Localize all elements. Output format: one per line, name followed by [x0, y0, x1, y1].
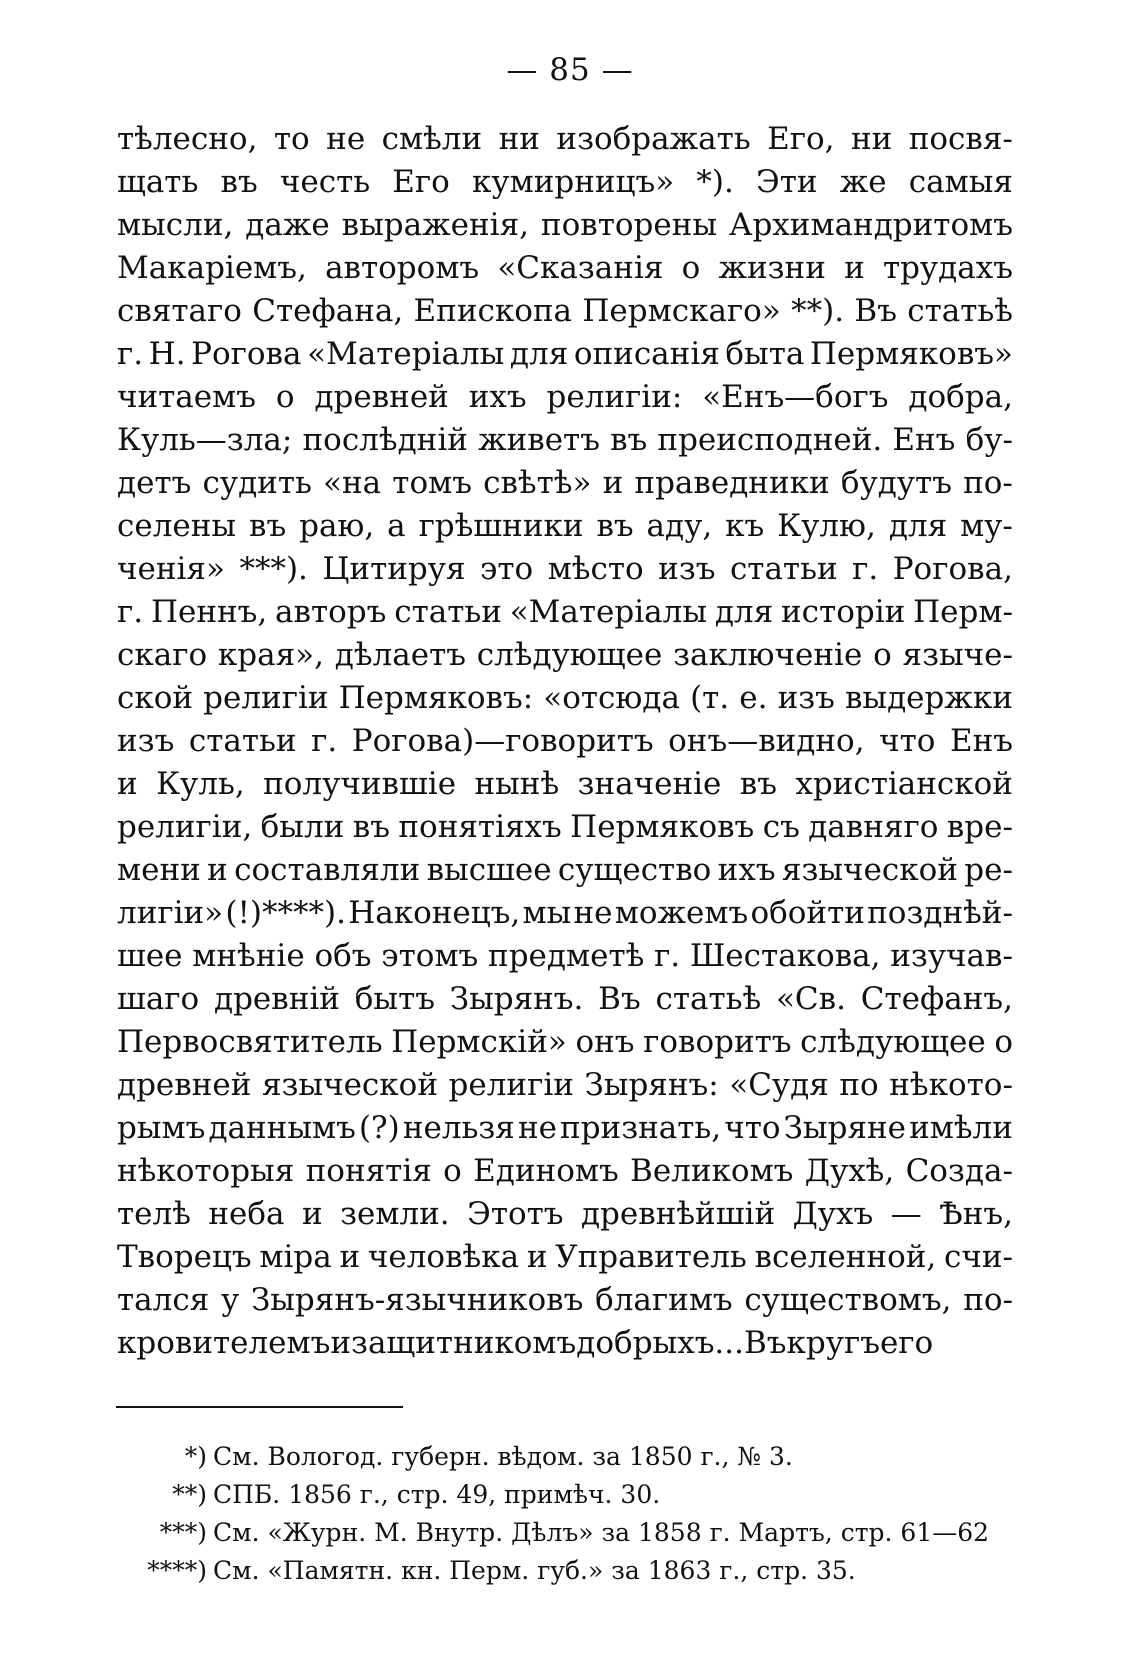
word: свѣтѣ»	[483, 465, 592, 501]
footnote	[0, 1552, 1140, 1590]
word: Перм-	[913, 594, 1013, 630]
word: земли.	[340, 1196, 450, 1232]
word: ни	[850, 121, 893, 157]
word: тался	[117, 1282, 210, 1318]
text-line	[117, 333, 1013, 376]
word: Управитель	[555, 1239, 747, 1275]
word: слѣдующее	[476, 637, 663, 673]
word: защитникомъ	[351, 1325, 577, 1361]
word: ихъ	[717, 852, 776, 888]
word: имѣли	[909, 1110, 1013, 1146]
word: существо	[557, 852, 712, 888]
word: детъ	[117, 465, 192, 501]
word: посвя-	[908, 121, 1013, 157]
word: святаго	[117, 293, 242, 329]
word: статьи	[188, 723, 297, 759]
text-line	[117, 763, 1013, 806]
word: (т.	[690, 680, 730, 716]
word: этомъ	[381, 938, 479, 974]
word: Пеннъ,	[150, 594, 268, 630]
word: **).	[791, 293, 845, 329]
word: что	[724, 1110, 781, 1146]
word: Куль—зла;	[117, 422, 293, 458]
text-line	[117, 505, 1013, 548]
word: статьи	[394, 594, 502, 630]
word: существомъ,	[744, 1282, 952, 1318]
word: изъ	[658, 551, 716, 587]
word: не	[573, 895, 613, 931]
word: Рогова	[191, 336, 302, 372]
word: получившіе	[263, 766, 457, 802]
word: въ	[220, 164, 258, 200]
word: повторены	[540, 207, 718, 243]
footnote-text: СПБ. 1856 г., стр. 49, примѣч. 30.	[213, 1480, 661, 1509]
word: телѣ	[117, 1196, 191, 1232]
word: вре-	[946, 809, 1013, 845]
word: въ	[352, 809, 390, 845]
word: статьѣ	[655, 981, 762, 1017]
word: то	[273, 121, 310, 157]
word: исторіи	[781, 594, 906, 630]
word: дѣлаетъ	[334, 637, 466, 673]
text-line	[117, 1236, 1013, 1279]
text-line	[117, 978, 1013, 1021]
word: нѣкоторыя	[117, 1153, 295, 1189]
word: изучав-	[890, 938, 1013, 974]
word: будутъ	[840, 465, 952, 501]
footnote-mark: ***)	[159, 1518, 207, 1547]
text-line	[117, 1021, 1013, 1064]
word: Наконецъ,	[348, 895, 521, 931]
word: были	[260, 809, 345, 845]
word: о	[275, 379, 295, 415]
text-line	[117, 634, 1013, 677]
word: религіи:	[546, 379, 683, 415]
word: не	[517, 1110, 557, 1146]
word: тѣлесно,	[117, 121, 258, 157]
text-line	[117, 290, 1013, 333]
word: же	[839, 164, 887, 200]
word: съ	[762, 809, 800, 845]
word: и	[330, 1325, 352, 1361]
word: для	[509, 336, 569, 372]
word: шаго	[117, 981, 200, 1017]
word: христіанской	[795, 766, 1013, 802]
word: и	[339, 1239, 361, 1275]
word: «Енъ—богъ	[702, 379, 889, 415]
word: Эти	[755, 164, 818, 200]
word: живетъ	[478, 422, 600, 458]
word: Зырянъ:	[584, 1067, 719, 1103]
text-line	[117, 419, 1013, 462]
word: кумирницъ»	[472, 164, 675, 200]
footnote-text: См. «Журн. М. Внутр. Дѣлъ» за 1858 г. Мартъ, стр. 61—62	[213, 1518, 990, 1547]
word: и	[602, 465, 624, 501]
word: Зыряне	[783, 1110, 907, 1146]
word: Единомъ	[473, 1153, 619, 1189]
text-line	[117, 1279, 1013, 1322]
text-line	[117, 1193, 1013, 1236]
word: Н.	[148, 336, 186, 372]
word: религіи	[448, 1067, 574, 1103]
text-line	[117, 1107, 1013, 1150]
word: е.	[739, 680, 768, 716]
word: и	[207, 852, 228, 888]
word: кровителемъ	[117, 1325, 331, 1361]
word: у	[220, 1282, 240, 1318]
word: древней	[314, 379, 449, 415]
word: ***).	[239, 551, 308, 587]
footnotes	[0, 1438, 1140, 1590]
word: давняго	[808, 809, 939, 845]
word: Этотъ	[467, 1196, 564, 1232]
word: по-	[963, 1282, 1013, 1318]
word: скаго	[117, 637, 208, 673]
word: и	[526, 1239, 548, 1275]
word: Духѣ,	[804, 1153, 895, 1189]
footnote	[0, 1438, 1140, 1476]
word: мысли,	[117, 207, 234, 243]
word: вселенной,	[754, 1239, 937, 1275]
word: добра,	[908, 379, 1013, 415]
word: описанія	[573, 336, 720, 372]
text-line	[117, 161, 1013, 204]
word: Куль,	[156, 766, 245, 802]
word: понятія	[305, 1153, 432, 1189]
word: по-	[963, 465, 1013, 501]
word: языче-	[902, 637, 1013, 673]
word: его	[879, 1325, 934, 1361]
word: раю,	[299, 508, 375, 544]
word: Енъ	[892, 422, 956, 458]
word: жизни	[718, 250, 826, 286]
word: древней	[117, 1067, 252, 1103]
word: нынѣ	[474, 766, 560, 802]
text-line	[117, 806, 1013, 849]
text-line	[117, 677, 1013, 720]
word: о	[873, 637, 892, 673]
word: Въ	[598, 981, 641, 1017]
text-line	[117, 935, 1013, 978]
footnote-mark: *)	[184, 1442, 207, 1471]
footnote	[0, 1476, 1140, 1514]
word: обойти	[750, 895, 865, 931]
word: предметѣ	[488, 938, 645, 974]
word: Стефана,	[252, 293, 404, 329]
word: онъ	[575, 1024, 635, 1060]
word: онъ—видно,	[668, 723, 865, 759]
word: кругъ	[786, 1325, 880, 1361]
word: *).	[696, 164, 734, 200]
word: выдержки	[844, 680, 1013, 716]
word: Пермяковъ	[570, 809, 755, 845]
word: даже	[245, 207, 330, 243]
word: по	[839, 1067, 879, 1103]
word: щать	[117, 164, 199, 200]
word: ни	[498, 121, 540, 157]
footnote-mark: ****)	[147, 1556, 207, 1585]
word: Макаріемъ,	[117, 250, 307, 286]
word: Зырянъ-язычниковъ	[250, 1282, 584, 1318]
text-line	[117, 204, 1013, 247]
word: Рогова,	[892, 551, 1013, 587]
footnote-rule	[116, 1406, 403, 1408]
word: Енъ	[949, 723, 1013, 759]
word: шее	[117, 938, 183, 974]
word: высшее	[426, 852, 552, 888]
word: и	[117, 766, 138, 802]
word: Духъ	[792, 1196, 874, 1232]
word: слѣдующее	[800, 1024, 986, 1060]
body-text	[117, 118, 1013, 1365]
word: ре-	[964, 852, 1013, 888]
word: лигіи»	[117, 895, 224, 931]
word: въ	[739, 766, 777, 802]
text-line	[117, 1064, 1013, 1107]
word: Цитируя	[322, 551, 466, 587]
word: нѣкото-	[889, 1067, 1013, 1103]
word: изображать	[556, 121, 751, 157]
word: Епископа	[413, 293, 573, 329]
page-number: — 85 —	[506, 52, 634, 88]
footnote-mark: **)	[172, 1480, 207, 1509]
word: праведники	[634, 465, 830, 501]
word: изъ	[117, 723, 175, 759]
word: Его,	[767, 121, 835, 157]
text-line	[117, 548, 1013, 591]
word: томъ	[392, 465, 472, 501]
word: грѣшники	[418, 508, 584, 544]
word: честь	[279, 164, 371, 200]
word: Рогова)—говоритъ	[351, 723, 654, 759]
word: «Матеріалы	[307, 336, 505, 372]
word: Стефанъ,	[860, 981, 1013, 1017]
word: Пермяковъ:	[338, 680, 534, 716]
footnote	[0, 1514, 1140, 1552]
word: г.	[852, 551, 879, 587]
word: смѣли	[381, 121, 483, 157]
word: бу-	[965, 422, 1013, 458]
word: о	[681, 250, 701, 286]
word: мнѣніе	[192, 938, 305, 974]
word: (!)****).	[225, 895, 346, 931]
word: авторъ	[275, 594, 387, 630]
text-line	[117, 720, 1013, 763]
word: г.	[117, 594, 144, 630]
word: ихъ	[468, 379, 527, 415]
word: древнѣйшій	[580, 1196, 776, 1232]
word: Кулю,	[777, 508, 876, 544]
word: Созда-	[905, 1153, 1013, 1189]
word: авторомъ	[325, 250, 480, 286]
word: религіи	[203, 680, 329, 716]
word: благимъ	[595, 1282, 733, 1318]
word: трудахъ	[882, 250, 1013, 286]
word: мени	[117, 852, 201, 888]
word: Пермяковъ»	[809, 336, 1013, 372]
word: судить	[202, 465, 312, 501]
word: Первосвятитель	[117, 1024, 383, 1060]
word: о	[994, 1024, 1013, 1060]
word: му-	[960, 508, 1013, 544]
word: объ	[314, 938, 372, 974]
word: (?)	[358, 1110, 400, 1146]
text-line	[117, 892, 1013, 935]
word: религіи,	[117, 809, 253, 845]
footnote-text: См. «Памятн. кн. Перм. губ.» за 1863 г., стр. 35.	[213, 1556, 856, 1585]
word: «Св.	[775, 981, 846, 1017]
word: самыя	[908, 164, 1013, 200]
text-line	[117, 849, 1013, 892]
word: это	[480, 551, 534, 587]
word: статьѣ	[907, 293, 1013, 329]
word: выраженія,	[341, 207, 529, 243]
word: ченія»	[117, 551, 225, 587]
word: языческой	[781, 852, 958, 888]
word: понятіяхъ	[398, 809, 562, 845]
word: можемъ	[614, 895, 749, 931]
word: для	[714, 594, 774, 630]
word: счи-	[943, 1239, 1013, 1275]
word: міра	[259, 1239, 332, 1275]
word: Пермскаго»	[582, 293, 781, 329]
word: къ	[725, 508, 765, 544]
word: заключеніе	[673, 637, 863, 673]
word: «Сказанія	[497, 250, 664, 286]
text-line	[117, 462, 1013, 505]
word: языческой	[261, 1067, 438, 1103]
word: составляли	[234, 852, 421, 888]
word: даннымъ	[208, 1110, 356, 1146]
word: Зырянъ.	[449, 981, 584, 1017]
word: изъ	[777, 680, 835, 716]
word: позднѣй-	[867, 895, 1013, 931]
text-line	[117, 591, 1013, 634]
text-line	[117, 376, 1013, 419]
word: г.	[311, 723, 338, 759]
word: статьи	[729, 551, 838, 587]
word: значеніе	[577, 766, 722, 802]
word: не	[326, 121, 366, 157]
word: Шестакова,	[689, 938, 881, 974]
word: Архимандритомъ	[728, 207, 1013, 243]
word: говоритъ	[643, 1024, 792, 1060]
word: «на	[323, 465, 382, 501]
word: рымъ	[117, 1110, 206, 1146]
text-line	[117, 1150, 1013, 1193]
word: въ	[610, 422, 648, 458]
word: преисподней.	[657, 422, 883, 458]
word: и	[844, 250, 865, 286]
word: мы	[522, 895, 572, 931]
word: неба	[208, 1196, 285, 1232]
word: Въ	[743, 1325, 787, 1361]
word: древній	[214, 981, 340, 1017]
word: что	[879, 723, 936, 759]
word: г.	[117, 336, 144, 372]
word: ской	[117, 680, 194, 716]
word: добрыхъ...	[576, 1325, 744, 1361]
text-line	[117, 247, 1013, 290]
word: человѣка	[367, 1239, 520, 1275]
word: Его	[392, 164, 450, 200]
word: Пермскій»	[391, 1024, 567, 1060]
word: для	[888, 508, 948, 544]
word: г.	[654, 938, 681, 974]
word: селены	[117, 508, 237, 544]
word: «отсюда	[543, 680, 680, 716]
word: мѣсто	[547, 551, 644, 587]
text-line	[117, 1322, 1013, 1365]
word: послѣдній	[302, 422, 468, 458]
word: Въ	[854, 293, 897, 329]
word: въ	[249, 508, 287, 544]
word: аду,	[646, 508, 713, 544]
word: края»,	[217, 637, 324, 673]
word: нельзя	[402, 1110, 515, 1146]
word: «Матеріалы	[509, 594, 708, 630]
word: бытъ	[354, 981, 435, 1017]
text-line	[117, 118, 1013, 161]
word: о	[443, 1153, 462, 1189]
word: «Судя	[729, 1067, 829, 1103]
word: читаемъ	[117, 379, 256, 415]
word: въ	[596, 508, 634, 544]
word: признать,	[560, 1110, 722, 1146]
word: —	[890, 1196, 922, 1232]
word: а	[387, 508, 406, 544]
word: Творецъ	[117, 1239, 252, 1275]
word: быта	[725, 336, 805, 372]
word: Ѣнъ,	[939, 1196, 1013, 1232]
footnote-text: См. Вологод. губерн. вѣдом. за 1850 г., № 3.	[213, 1442, 793, 1471]
word: Великомъ	[630, 1153, 794, 1189]
word: и	[301, 1196, 323, 1232]
